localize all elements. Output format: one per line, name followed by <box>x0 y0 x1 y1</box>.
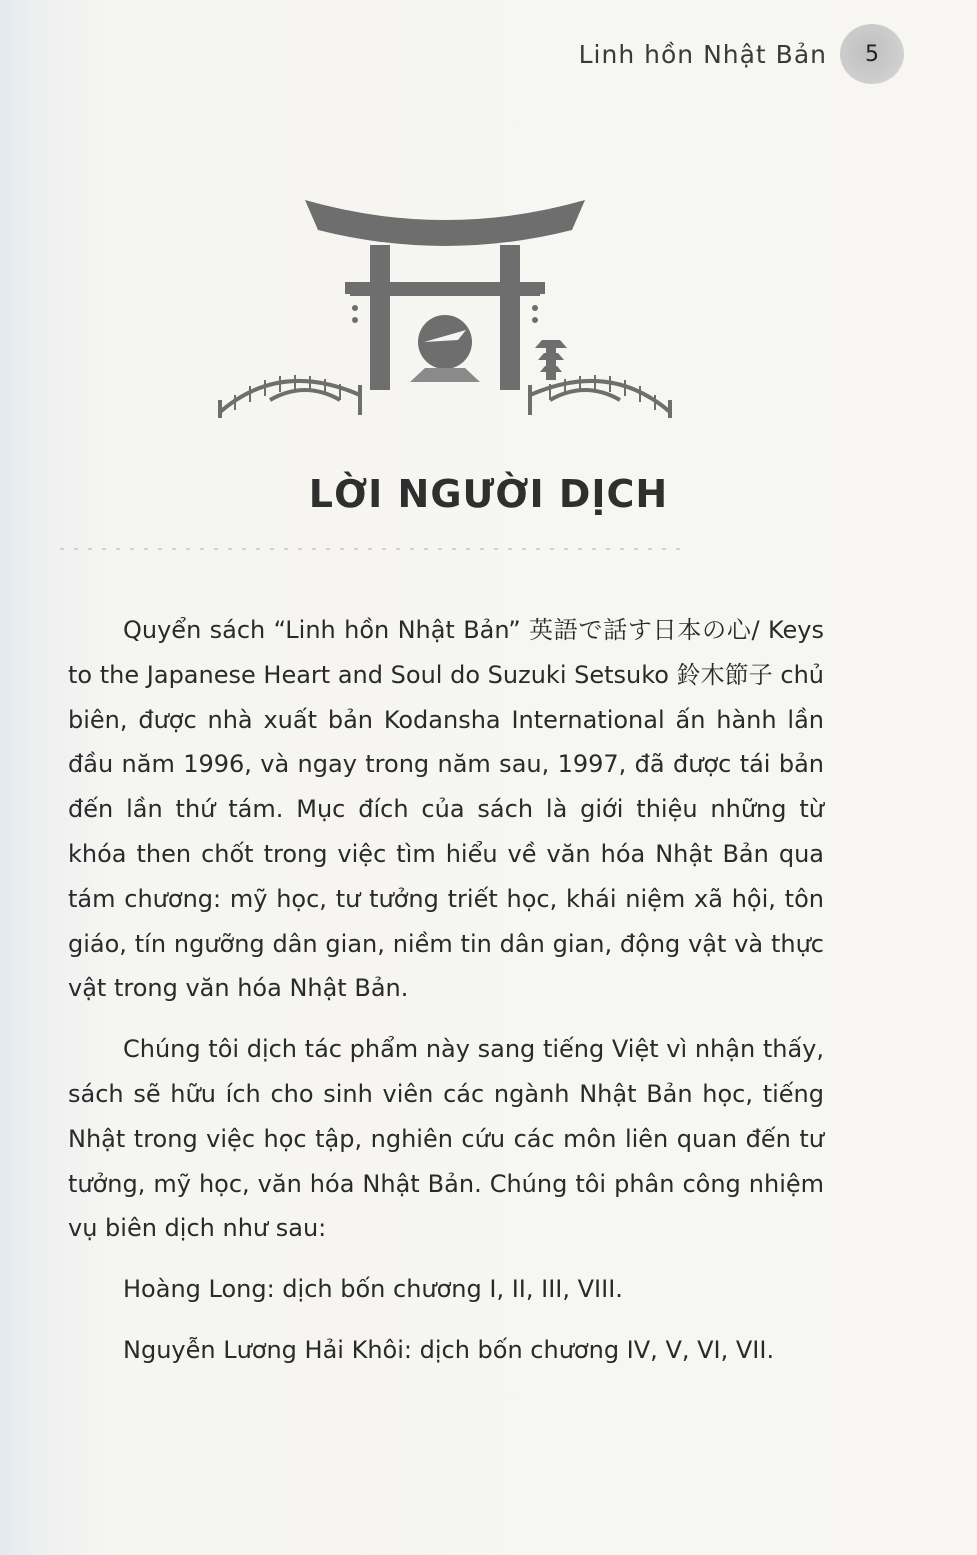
paragraph-purpose: Chúng tôi dịch tác phẩm này sang tiếng Việt vì nhận thấy, sách sẽ hữu ích cho sinh viên các ngành Nhật Bản học, tiếng Nhật trong việc học tập, nghiên cứu các môn liên quan đến tư tưởng, mỹ học, văn hóa Nhật Bản. Chúng tôi phân công nhiệm vụ biên dịch như sau: <box>68 1035 824 1243</box>
translator-credit: Hoàng Long: dịch bốn chương I, II, III, VIII. <box>123 1275 623 1304</box>
page-number: 5 <box>865 41 879 67</box>
translator-credit: Nguyễn Lương Hải Khôi: dịch bốn chương IV, V, VI, VII. <box>123 1335 775 1364</box>
torii-gate-emblem-icon <box>210 190 680 430</box>
page-number-badge <box>840 24 904 84</box>
paragraph-intro: Quyển sách “Linh hồn Nhật Bản” 英語で話す日本の心/ Keys to the Japanese Heart and Soul do Suzuki Setsuko 鈴木節子 chủ biên, được nhà xuất bản Kodansha International ấn hành lần đầu năm 1996, và ngay trong năm sau, 1997, đã được tái bản đến lần thứ tám. Mục đích của sách là giới thiệu những từ khóa then chốt trong việc tìm hiểu về văn hóa Nhật Bản qua tám chương: mỹ học, tư tưởng triết học, khái niệm xã hội, tôn giáo, tín ngưỡng dân gian, niềm tin dân gian, động vật và thực vật trong văn hóa Nhật Bản. <box>68 616 824 1003</box>
title-divider <box>60 548 680 550</box>
running-title: Linh hồn Nhật Bản <box>578 40 827 69</box>
body-text <box>68 608 824 1373</box>
chapter-title: LỜI NGƯỜI DỊCH <box>308 472 669 516</box>
